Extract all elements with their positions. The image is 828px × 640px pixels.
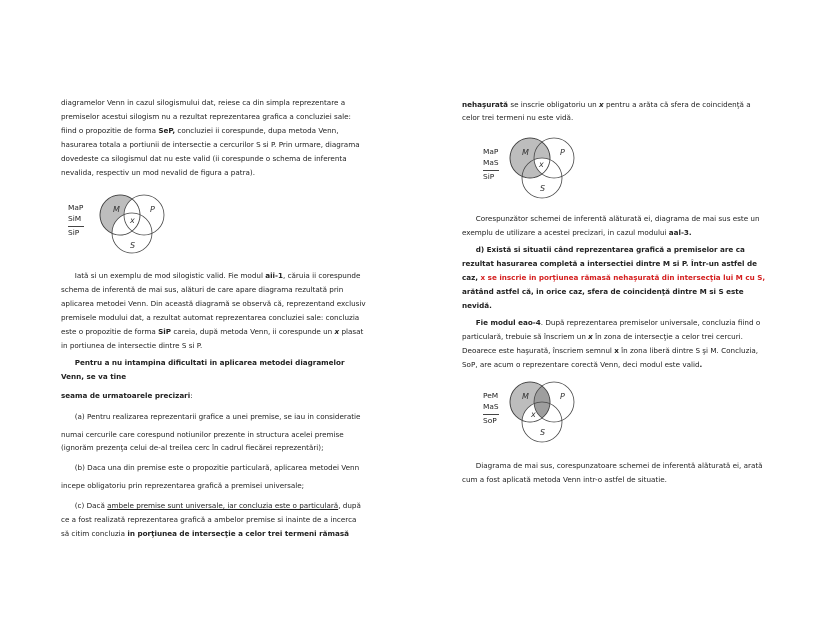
list-item: (c) Dacă ambele premise sunt universale, iar concluzia este o particulară, după [74,501,361,510]
label-s: S [540,184,546,193]
paragraph-line: diagramelor Venn in cazul silogismului dat, reiese ca din simpla reprezentare a [61,98,346,107]
label-s: S [130,241,136,250]
premise-minor: MaS [483,401,499,411]
venn-diagram [508,134,588,204]
premise-major: MaP [483,147,499,156]
conclusion: SiP [483,172,495,181]
mark-x: x [531,410,536,419]
premise-major: MaP [68,203,84,212]
label-m: M [522,392,529,401]
paragraph-line: d) Există si situatii când reprezentarea grafică a premiselor are ca [475,245,745,254]
paragraph-line: SoP, are acum o reprezentare corectă Venn, deci modul este valid. [462,360,703,369]
label-p: P [560,392,565,401]
label-m: M [113,205,120,214]
list-item: (b) Daca una din premise este o propozitie particulară, aplicarea metodei Venn [74,463,360,472]
section-heading: Pentru a nu intampina dificultati in aplicarea metodei diagramelor [74,358,345,367]
paragraph-line: in portiunea de intersectie dintre S si P. [61,341,203,350]
paragraph-line: arătând astfel că, in orice caz, sfera de coincidenţă dintre M si S este [462,287,744,296]
inference-schema [483,147,499,183]
paragraph-line: rezultat hasurarea completă a intersectiei dintre M si P. Într-un astfel de [462,259,758,268]
paragraph-line: nehaşurată se inscrie obligatoriu un x pentru a arăta că sfera de coincidenţă a [462,100,751,109]
list-item: incepe obligatoriu prin reprezentarea grafică a premisei universale; [61,481,305,490]
inference-line [68,226,84,227]
venn-diagram [98,188,178,258]
section-heading: seama de urmatoarele precizari: [61,391,193,400]
paragraph-line: premisele modului dat, a rezultat automat reprezentarea concluziei sale: concluzia [61,313,360,322]
paragraph-line: este o propozitie de forma SiP careia, după metoda Venn, ii corespunde un x plasat [61,327,364,336]
mark-x: x [539,160,544,169]
mark-x: x [130,216,135,225]
venn-diagram [508,378,588,448]
paragraph-line: nevidă. [462,301,492,310]
paragraph-line: cum a fost aplicată metoda Venn intr-o astfel de situatie. [462,475,667,484]
premise-major: PeM [483,391,499,400]
label-s: S [540,428,546,437]
premise-minor: MaS [483,157,499,167]
paragraph-line: schema de inferentă de mai sus, alături de care apare diagrama rezultată prin [61,285,344,294]
paragraph-line: celor trei termeni nu este vidă. [462,113,574,122]
premise-minor: SiM [68,213,82,223]
list-item: numai cercurile care corespund notiunilor prezente in structura acelei premise [61,430,344,439]
list-item: (a) Pentru realizarea reprezentarii grafice a unei premise, se iau in consideratie [74,412,361,421]
paragraph-line: Deoarece este haşurată, înscriem semnul x în zona liberă dintre S şi M. Concluzia, [462,346,759,355]
paragraph-line: Iată si un exemplu de mod silogistic valid. Fie modul aii-1, căruia ii corespunde [74,271,361,280]
paragraph-line: exemplu de utilizare a acestei precizari, in cazul modului aal-3. [462,228,692,237]
inference-schema [68,203,84,239]
inference-line [483,170,499,171]
list-item: ce a fost realizată reprezentarea grafică a ambelor premise si inainte de a incerca [61,515,357,524]
conclusion: SoP [483,416,497,425]
paragraph-line: caz, x se inscrie in porţiunea rămasă nehaşurată din intersecţia lui M cu S, [462,273,766,282]
paragraph-line: aplicarea metodei Venn. Din această diagramă se observă că, reprezentand exclusiv [61,299,366,308]
paragraph-line: Corespunzător schemei de inferentă alăturată ei, diagrama de mai sus este un [475,214,760,223]
paragraph-line: Diagrama de mai sus, corespunzatoare schemei de inferentă alăturată ei, arată [475,461,763,470]
label-p: P [560,148,565,157]
inference-schema [483,391,499,427]
inference-line [483,414,499,415]
paragraph-line: Fie modul eao-4. După reprezentarea premiselor universale, concluzia fiind o [475,318,761,327]
paragraph-line: hasurarea totala a portiunii de intersectie a cercurilor S si P. Prin urmare, diagrama [61,140,360,149]
label-p: P [150,205,155,214]
list-item: (ignorăm prezenţa celui de-al treilea cerc în cadrul fiecărei reprezentări); [61,443,324,452]
paragraph-line: particulară, trebuie să înscriem un x în zona de intersecţie a celor trei cercuri. [462,332,743,341]
list-item: să citim concluzia in porţiunea de intersecţie a celor trei termeni rămasă [61,529,349,538]
paragraph-line: nevalida, respectiv un mod nevalid de figura a patra). [61,168,256,177]
label-m: M [522,148,529,157]
conclusion: SiP [68,228,80,237]
paragraph-line: fiind o propozitie de forma SeP, concluziei ii corespunde, dupa metoda Venn, [61,126,339,135]
paragraph-line: dovedeste ca silogismul dat nu este valid (ii corespunde o schema de inferenta [61,154,347,163]
section-heading: Venn, se va tine [61,372,127,381]
paragraph-line: premiselor acestui silogism nu a rezultat reprezentarea grafica a concluziei sale: [61,112,351,121]
